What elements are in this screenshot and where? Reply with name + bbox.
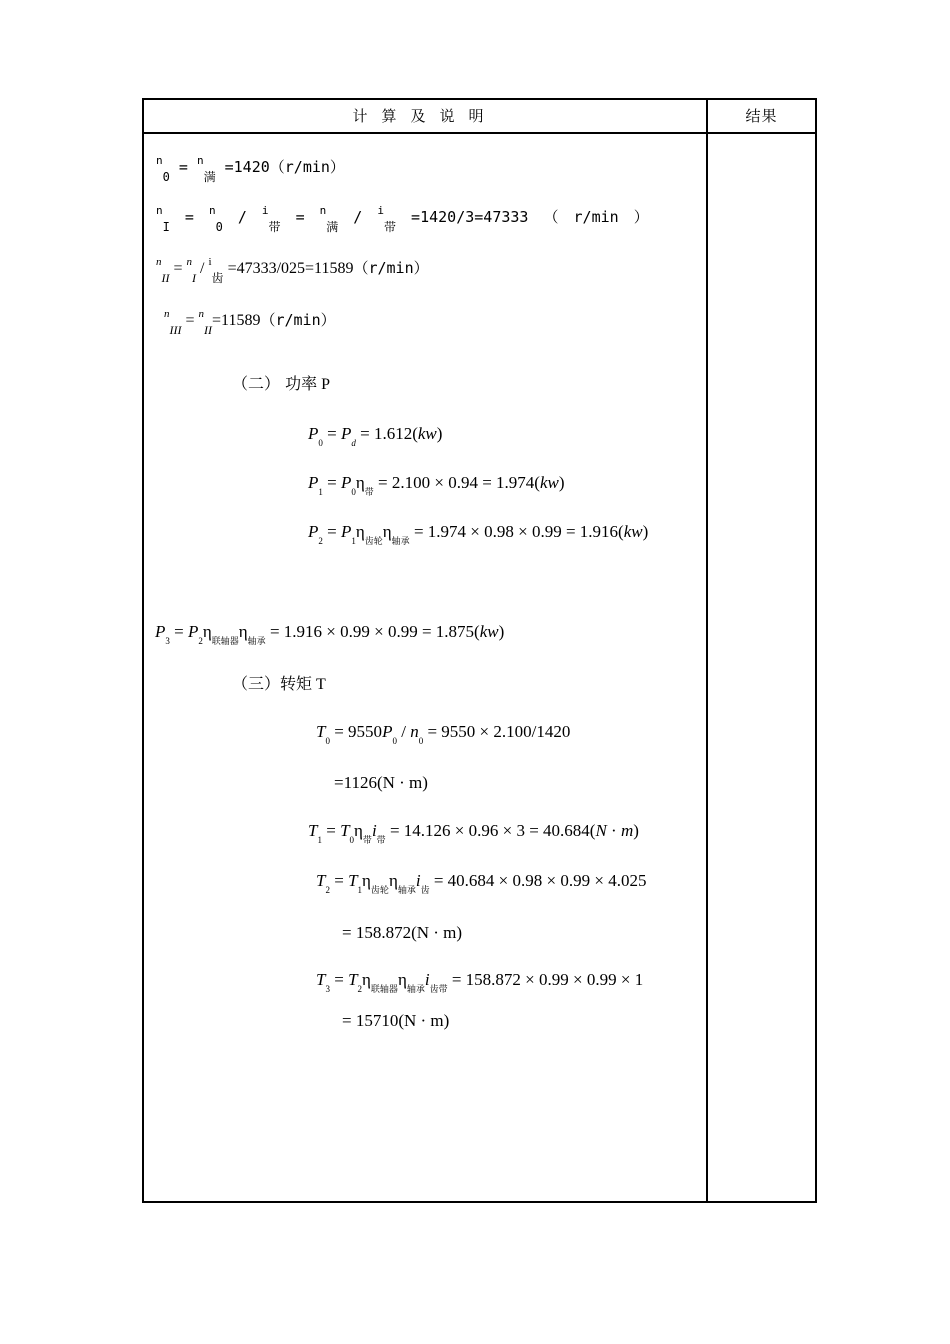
speed-n2: $^n_{II}$ = $^n_I$ / $^i_齿$ =47333/025=11589（r/min）: [156, 256, 429, 285]
power-p1: $P_1 = P_0\eta_带 = 2.100 \times 0.94 = 1.974(kw)$: [308, 473, 565, 498]
header-divider: [142, 132, 817, 134]
torque-t0: $T_0 = 9550P_0 / n_0 = 9550 \times 2.100/1420$: [316, 722, 571, 746]
speed-n0: $^n_0$ = $^n_满$ =1420（r/min）: [156, 154, 345, 184]
torque-t2-result: = 158.872(N · m): [342, 923, 463, 942]
power-p2: $P_2 = P_1\eta_{齿轮}\eta_{轴承} = 1.974 \times 0.98 \times 0.99 = 1.916(kw)$: [308, 522, 649, 547]
torque-heading: （三）转矩 T: [232, 674, 326, 693]
torque-t1: $T_1 = T_0\eta_带i_带 = 14.126 \times 0.96 \times 3 = 40.684(N \cdot m)$: [308, 821, 639, 846]
power-p0: $P_0 = P_d = 1.612(kw)$: [308, 424, 443, 448]
torque-t3-result: = 15710(N · m): [342, 1011, 450, 1030]
torque-t0-result: =1126(N · m): [334, 773, 428, 792]
torque-t3: $T_3 = T_2\eta_{联轴器}\eta_{轴承}i_{齿带} = 158.872 \times 0.99 \times 0.99 \times 1$: [316, 970, 644, 995]
column-divider: [706, 98, 708, 1203]
speed-n3: $^n_{III}$ = $^n_{II}$=11589（r/min）: [164, 308, 336, 337]
header-result-label: 结果: [745, 107, 778, 125]
power-heading: （二） 功率 P: [232, 374, 330, 393]
speed-n1: $^n_I$ = $^n_0$ / $^i_带$ = $^n_满$ / $^i_带$ =1420/3=47333 （ r/min ）: [156, 204, 649, 234]
header-calc-label: 计算及说明: [352, 107, 498, 125]
power-p3: $P_3 = P_2\eta_{联轴器}\eta_{轴承} = 1.916 \times 0.99 \times 0.99 = 1.875(kw)$: [155, 622, 505, 647]
torque-t2: $T_2 = T_1\eta_{齿轮}\eta_{轴承}i_齿 = 40.684 \times 0.98 \times 0.99 \times 4.025$: [316, 871, 647, 896]
